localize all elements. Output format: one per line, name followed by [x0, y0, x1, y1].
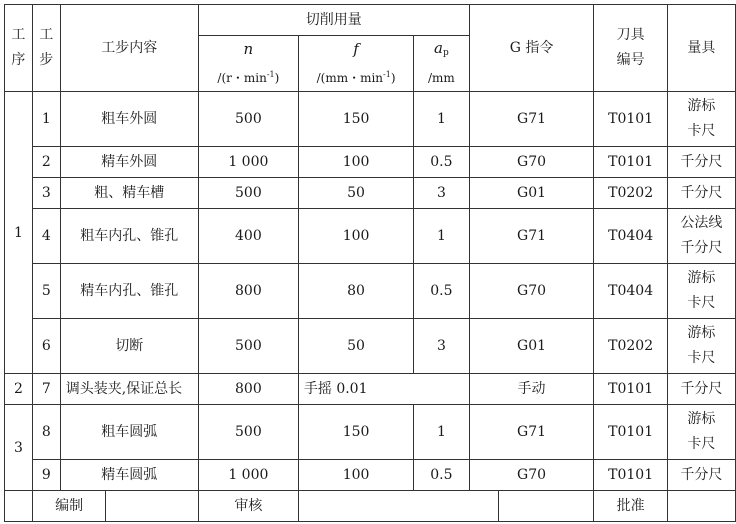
- header-ap: [414, 36, 469, 92]
- header-n: [198, 36, 298, 92]
- footer-blank: [5, 491, 33, 522]
- content-cell: 精车圆弧: [60, 460, 198, 491]
- f-cell: 80: [298, 264, 413, 319]
- gauge-cell: [667, 209, 735, 264]
- content-cell: 切断: [60, 319, 198, 374]
- step-cell: 4: [32, 209, 60, 264]
- n-cell: 800: [198, 374, 298, 405]
- footer-blank-mid: [499, 491, 594, 522]
- footer-compiled-label: 编制: [32, 491, 106, 522]
- table-row: [5, 460, 736, 491]
- header-n-unit: /(r・$\min^{-1}$): [217, 69, 280, 85]
- g-cell: G01: [469, 319, 594, 374]
- gauge-cell: 千分尺: [667, 147, 735, 178]
- header-gauge: 量具: [667, 5, 735, 92]
- content-cell: 精车内孔、锥孔: [60, 264, 198, 319]
- tool-cell: T0101: [594, 147, 667, 178]
- table-row: [5, 319, 736, 374]
- header-process-line1: 工: [11, 27, 26, 43]
- tool-cell: T0404: [594, 209, 667, 264]
- ap-cell: 0.5: [414, 147, 469, 178]
- g-cell: G01: [469, 178, 594, 209]
- tool-cell: T0101: [594, 92, 667, 147]
- n-cell: 1 000: [198, 460, 298, 491]
- table-row: [5, 405, 736, 460]
- ap-cell: 1: [414, 405, 469, 460]
- signature-row: [5, 491, 736, 522]
- n-cell: 1 000: [198, 147, 298, 178]
- f-cell: 100: [298, 209, 413, 264]
- header-f: [298, 36, 413, 92]
- tool-cell: T0202: [594, 319, 667, 374]
- ap-cell: 1: [414, 209, 469, 264]
- ap-cell: 0.5: [414, 264, 469, 319]
- header-n-symbol: n: [243, 39, 254, 58]
- tool-cell: T0202: [594, 178, 667, 209]
- g-cell: G70: [469, 460, 594, 491]
- header-process: [5, 5, 33, 92]
- content-cell: 粗、精车槽: [60, 178, 198, 209]
- table-row: [5, 178, 736, 209]
- header-cutting: 切削用量: [198, 5, 469, 36]
- n-cell: 400: [198, 209, 298, 264]
- f-cell: 50: [298, 319, 413, 374]
- header-ap-symbol: ap: [434, 39, 449, 58]
- gauge-line: 卡尺: [687, 436, 716, 452]
- table-row: [5, 209, 736, 264]
- table-row: [5, 147, 736, 178]
- header-ap-unit: /mm: [428, 71, 455, 85]
- g-cell: G71: [469, 405, 594, 460]
- gauge-line: 游标: [687, 325, 716, 341]
- gauge-cell: [667, 264, 735, 319]
- g-cell: G71: [469, 209, 594, 264]
- gauge-cell: [667, 319, 735, 374]
- gauge-cell: [667, 92, 735, 147]
- f-cell: 150: [298, 92, 413, 147]
- header-f-symbol: f: [353, 39, 359, 58]
- n-cell: 500: [198, 178, 298, 209]
- header-f-unit: /(mm・$\min^{-1}$): [316, 69, 396, 85]
- header-tool-line2: 编号: [616, 52, 645, 68]
- tool-cell: T0101: [594, 460, 667, 491]
- gauge-line: 游标: [687, 411, 716, 427]
- step-cell: 9: [32, 460, 60, 491]
- f-cell: 100: [298, 460, 413, 491]
- footer-approved-value: [667, 491, 735, 522]
- f-cell: 150: [298, 405, 413, 460]
- n-cell: 500: [198, 319, 298, 374]
- gauge-cell: [667, 405, 735, 460]
- tool-cell: T0404: [594, 264, 667, 319]
- n-cell: 500: [198, 405, 298, 460]
- step-cell: 8: [32, 405, 60, 460]
- g-cell: G70: [469, 147, 594, 178]
- ap-cell: 0.5: [414, 460, 469, 491]
- gauge-line: 公法线: [680, 215, 723, 231]
- header-gcode: G 指令: [469, 5, 594, 92]
- content-cell: 调头装夹,保证总长: [60, 374, 198, 405]
- g-cell: G71: [469, 92, 594, 147]
- gauge-line: 卡尺: [687, 350, 716, 366]
- gauge-line: 游标: [687, 270, 716, 286]
- f-cell: 50: [298, 178, 413, 209]
- step-cell: 6: [32, 319, 60, 374]
- header-process-line2: 序: [11, 52, 26, 68]
- g-cell: 手动: [469, 374, 594, 405]
- header-tool: [594, 5, 667, 92]
- header-content: 工步内容: [60, 5, 198, 92]
- tool-cell: T0101: [594, 405, 667, 460]
- header-step-line2: 步: [39, 52, 54, 68]
- process-cell: 3: [5, 405, 33, 491]
- gauge-line: 卡尺: [687, 295, 716, 311]
- gauge-line: 卡尺: [687, 123, 716, 139]
- f-cell: 100: [298, 147, 413, 178]
- footer-reviewed-label: 审核: [198, 491, 298, 522]
- footer-compiled-value: [106, 491, 198, 522]
- footer-reviewed-value: [298, 491, 498, 522]
- content-cell: 粗车外圆: [60, 92, 198, 147]
- ap-cell: 1: [414, 92, 469, 147]
- table-row: [5, 374, 736, 405]
- n-cell: 800: [198, 264, 298, 319]
- table-row: [5, 92, 736, 147]
- footer-approved-label: 批准: [594, 491, 667, 522]
- header-step-line1: 工: [39, 27, 54, 43]
- header-step: [32, 5, 60, 92]
- tool-cell: T0101: [594, 374, 667, 405]
- step-cell: 7: [32, 374, 60, 405]
- n-cell: 500: [198, 92, 298, 147]
- step-cell: 5: [32, 264, 60, 319]
- content-cell: 粗车圆弧: [60, 405, 198, 460]
- content-cell: 粗车内孔、锥孔: [60, 209, 198, 264]
- gauge-cell: 千分尺: [667, 178, 735, 209]
- content-cell: 精车外圆: [60, 147, 198, 178]
- gauge-line: 游标: [687, 98, 716, 114]
- table-row: [5, 264, 736, 319]
- step-cell: 1: [32, 92, 60, 147]
- process-card-table: [4, 4, 736, 522]
- header-tool-line1: 刀具: [616, 27, 645, 43]
- g-cell: G70: [469, 264, 594, 319]
- step-cell: 2: [32, 147, 60, 178]
- ap-cell: 3: [414, 319, 469, 374]
- f-cell: 手摇 0.01: [298, 374, 469, 405]
- process-cell: 1: [5, 92, 33, 374]
- step-cell: 3: [32, 178, 60, 209]
- ap-cell: 3: [414, 178, 469, 209]
- gauge-cell: 千分尺: [667, 374, 735, 405]
- gauge-cell: 千分尺: [667, 460, 735, 491]
- process-cell: 2: [5, 374, 33, 405]
- gauge-line: 千分尺: [680, 240, 723, 256]
